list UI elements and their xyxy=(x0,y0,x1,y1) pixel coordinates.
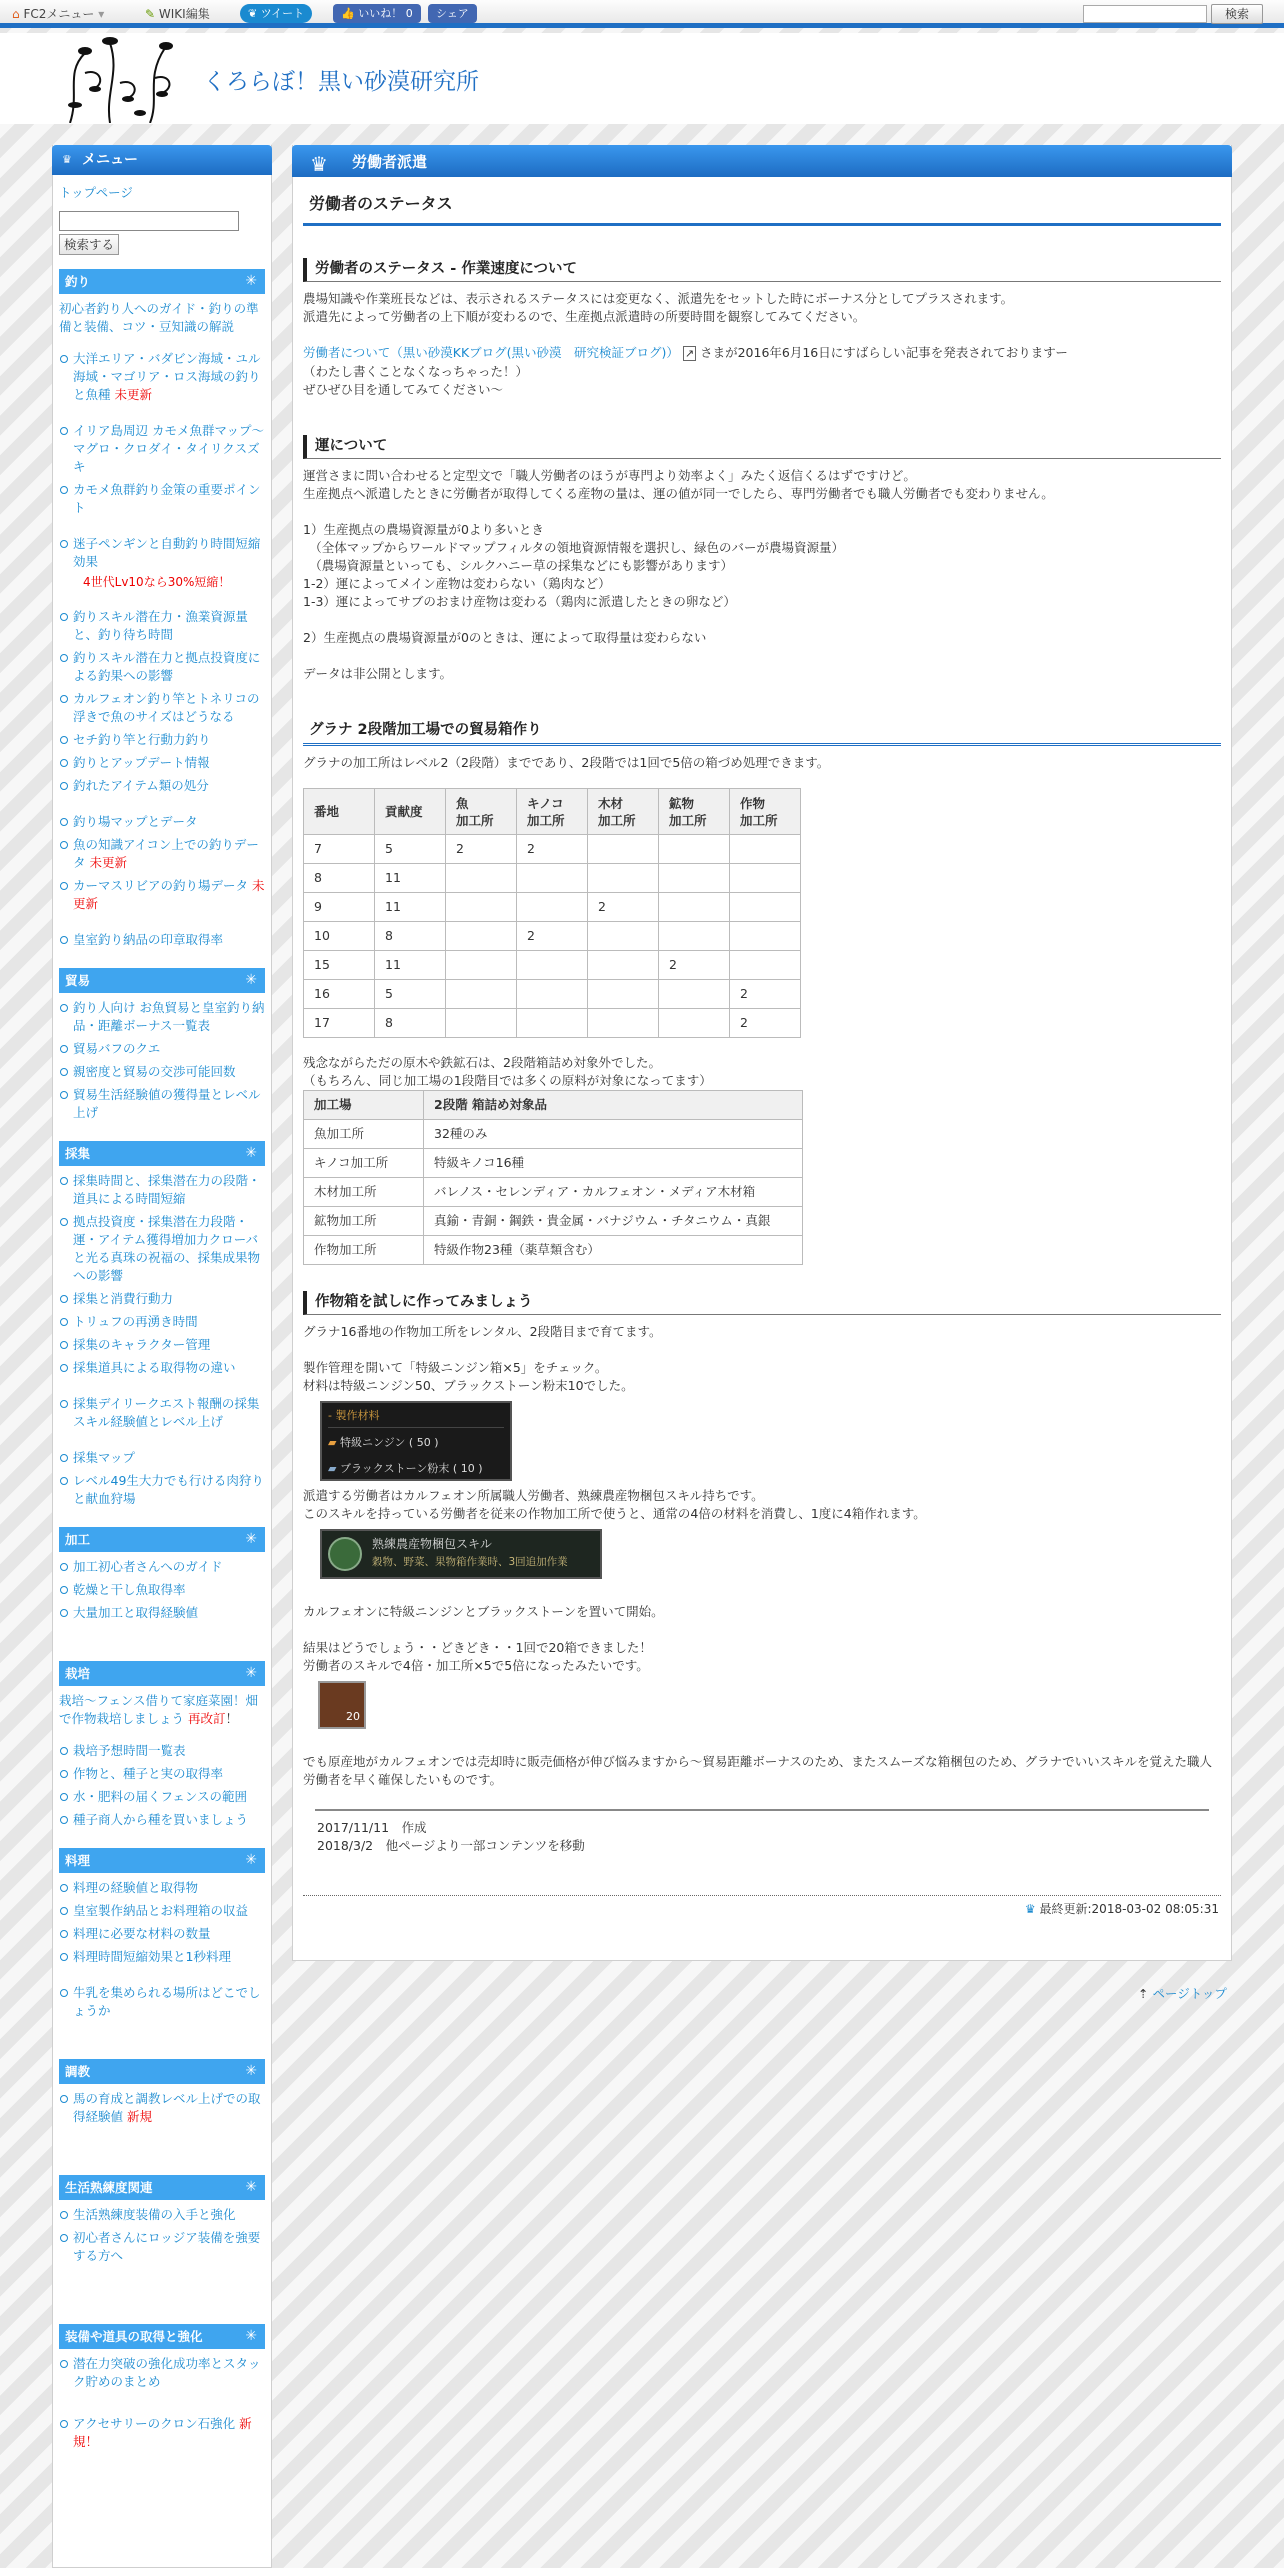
table-cell xyxy=(730,922,801,951)
table-row xyxy=(304,980,801,1009)
table-cell: 2 xyxy=(588,893,659,922)
wiki-edit-link[interactable]: ✎ WIKI編集 xyxy=(145,7,210,21)
paragraph: 派遣する労働者はカルフェオン所属職人労働者、熟練農産物梱包スキル持ちです。 xyxy=(303,1488,764,1503)
text-line: （全体マップからワールドマップフィルタの領地資源情報を選択し、緑色のバーが農場資源量） xyxy=(303,540,845,555)
text-line: 1）生産拠点の農場資源量が0より多いとき xyxy=(303,522,544,537)
table-cell xyxy=(659,893,730,922)
main-content: ♛ 労働者派遣 労働者のステータス 労働者のステータス - 作業速度について 農場知識や作業班長などは、表示されるステータスには変更なく、派遣先をセットした時にボーナス分としてプラスされます。 派遣先によって労働者の上下順が変わるので、生産拠点派遣時の所要時間を観察してみてください。 労働者について（黒い砂漠KKブログ(黒い砂漠 研究検証ブログ)） ↗ さまが2016年6月16日にすばらしい記事を発表されておりますー （わたし書くことなくなっちゃった！） ぜひぜひ目を通してみてください～ 運について 運営さまに問い合わせると定型文で「職人労働者のほうが専門より効率よく」みたく返信くるはずですけど。 生産拠点へ派遣したときに労働者が取得してくる産物の量は、運の値が同一でしたら、専門労働者でも職人労働者でも変わりません。 1）生産拠点の農場資源量が0より多いとき （全体マップからワールドマップフィルタの領地資源情報を選択し、緑色のバーが農場資源量） （農場資源量といっても、シルクハニー草の採集などにも影響があります） 1-2）運によってメイン産物は変わらない（鶏肉など） 1-3）運によってサブのおまけ産物は変わる（鶏肉に派遣したときの卵など） 2）生産拠点の農場資源量が0のときは、運によって取得量は変わらない データは非公開とします。 グラナ 2段階加工場での貿易箱作り グラナの加工所はレベル2（2段階）までであり、2段階では1回で5倍の箱づめ処理できます。 番地 貢献度 魚 加工所 キノコ 加工所 木材 加工所 鉱物 加工所 作物 加工所 7 5 2 2 8 11 9 11 2 10 8 2 15 11 2 16 5 2 17 8 2 残念ながらただの原木や鉄鉱石は、2段階箱詰め対象外でした。 （もちろん、同じ加工場の1段階目では多くの原料が対象になってます） 加工場 2段階 箱詰め対象品 魚加工所 32種のみ キノコ加工所 特級キノコ16種 木材加工所 バレノス・セレンディア・カルフェオン・メディア木材箱 鉱物加工所 真鍮・青銅・鋼鉄・貴金属・バナジウム・チタニウム・真銀 作物加工所 特級作物23種（薬草類含む） 作物箱を試しに作ってみましょう グラナ16番地の作物加工所をレンタル、2段階目まで育てます。 製作管理を開いて「特級ニンジン箱×5」をチェック。 材料は特級ニンジン50、ブラックストーン粉末10でした。 - 製作材料 ▰ 特級ニンジン ( 50 ) ▰ ブラックストーン粉末 ( 10 ) 派遣する労働者はカルフェオン所属職人労働者、熟練農産物梱包スキル持ちです。 このスキルを持っている労働者を従来の作物加工所で使うと、通常の4倍の材料を消費し、1度に4箱作れます。 熟練農産物梱包スキル 穀物、野菜、果物箱作業時、3回追加作業 カルフェオンに特級ニンジンとブラックストーンを置いて開始。 結果はどうでしょう・・どきどき・・1回で20箱できました！ 労働者のスキルで4倍・加工所×5で5倍になったみたいです。 20 でも原産地がカルフェオンでは売却時に販売価格が伸び悩みますから～貿易距離ボーナスのため、またスムーズな箱梱包のため、グラナでいいスキルを覚えた職人労働者を早く確保したいものです。 2017/11/11 作成 2018/3/2 他ページより一部コンテンツを移動 ♛ 最終更新:2018-03-02 08:05:31 xyxy=(292,145,1232,1961)
text-line: 生産拠点へ派遣したときに労働者が取得してくる産物の量は、運の値が同一でしたら、専門労働者でも職人労働者でも変わりません。 xyxy=(303,486,1054,501)
column-header: 魚 加工所 xyxy=(446,789,517,835)
table-cell: 9 xyxy=(304,893,375,922)
table-cell xyxy=(730,835,801,864)
list-item[interactable]: 釣りとアップデート情報 xyxy=(59,754,265,772)
table-cell xyxy=(588,864,659,893)
table-cell xyxy=(588,951,659,980)
text-line: 2）生産拠点の農場資源量が0のときは、運によって取得量は変わらない xyxy=(303,630,707,645)
table-cell: 8 xyxy=(304,864,375,893)
edit-icon: ✎ xyxy=(145,7,156,21)
paragraph: （もちろん、同じ加工場の1段階目では多くの原料が対象になってます） xyxy=(303,1073,712,1088)
table-cell: 2 xyxy=(730,1009,801,1038)
category-gathering: 採集 ✳ xyxy=(59,1141,265,1166)
table-cell: 2 xyxy=(730,980,801,1009)
table-cell xyxy=(588,1009,659,1038)
fc2-menu[interactable]: ⌂ FC2メニュー ▾ xyxy=(12,7,105,21)
table-row xyxy=(304,922,801,951)
section-heading: 運について xyxy=(303,435,1221,459)
processing-table xyxy=(303,788,801,1038)
list-item[interactable]: 貿易バフのクエ xyxy=(59,1040,265,1058)
fc2-house-icon: ⌂ xyxy=(12,7,20,21)
table-cell: 魚加工所 xyxy=(304,1120,424,1149)
table-cell xyxy=(730,864,801,893)
table-row xyxy=(304,1178,803,1207)
site-title[interactable]: くろらぼ！黒い砂漠研究所 xyxy=(203,69,479,95)
paragraph: 製作管理を開いて「特級ニンジン箱×5」をチェック。 xyxy=(303,1360,608,1375)
list-item[interactable]: カルフェオン釣り竿とトネリコの浮きで魚のサイズはどうなる xyxy=(59,690,265,726)
table-cell: 11 xyxy=(375,893,446,922)
paragraph: 農場知識や作業班長などは、表示されるステータスには変更なく、派遣先をセットした時にボーナス分としてプラスされます。 xyxy=(303,291,1014,306)
table-cell: 真鍮・青銅・鋼鉄・貴金属・バナジウム・チタニウム・真銀 xyxy=(424,1207,803,1236)
table-cell xyxy=(588,835,659,864)
list-item[interactable]: セチ釣り竿と行動力釣り xyxy=(59,731,265,749)
list-item[interactable]: 料理の経験値と取得物 xyxy=(59,1879,265,1897)
table-cell: 特級作物23種（薬草類含む） xyxy=(424,1236,803,1265)
table-cell xyxy=(446,951,517,980)
table-cell xyxy=(659,864,730,893)
fishing-links xyxy=(59,350,265,571)
table-cell xyxy=(659,835,730,864)
list-item[interactable]: 種子商人から種を買いましょう xyxy=(59,1811,265,1829)
column-header: 貢献度 xyxy=(375,789,446,835)
topbar-search-button[interactable]: 検索 xyxy=(1211,4,1263,24)
list-item[interactable]: 水・肥料の届くフェンスの範囲 xyxy=(59,1788,265,1806)
list-item[interactable]: 栽培予想時間一覧表 xyxy=(59,1742,265,1760)
list-item[interactable]: 生活熟練度装備の入手と強化 xyxy=(59,2206,265,2224)
text-line: データは非公開とします。 xyxy=(303,666,453,681)
paragraph: でも原産地がカルフェオンでは売却時に販売価格が伸び悩みますから～貿易距離ボーナスのため、またスムーズな箱梱包のため、グラナでいいスキルを覚えた職人労働者を早く確保したいものです。 xyxy=(303,1754,1213,1787)
list-item[interactable]: 採集道具による取得物の違い xyxy=(59,1359,265,1377)
column-header: 作物 加工所 xyxy=(730,789,801,835)
section-heading: グラナ 2段階加工場での貿易箱作り xyxy=(303,719,1221,746)
list-item[interactable]: 皇室釣り納品の印章取得率 xyxy=(59,931,265,949)
table-cell xyxy=(659,980,730,1009)
table-cell: 8 xyxy=(375,922,446,951)
thumbs-up-icon: 👍 xyxy=(341,7,355,20)
fishing-intro-link[interactable]: 初心者釣り人へのガイド・釣りの準備と装備、コツ・豆知識の解説 xyxy=(59,301,259,334)
table-cell: 32種のみ xyxy=(424,1120,803,1149)
crown-icon: ♛ xyxy=(310,152,328,176)
packing-skill-screenshot: 熟練農産物梱包スキル 穀物、野菜、果物箱作業時、3回追加作業 xyxy=(320,1529,602,1579)
table-cell: バレノス・セレンディア・カルフェオン・メディア木材箱 xyxy=(424,1178,803,1207)
text-line xyxy=(303,611,1221,629)
column-header: 2段階 箱詰め対象品 xyxy=(424,1091,803,1120)
box-target-table xyxy=(303,1090,803,1265)
table-row xyxy=(304,1149,803,1178)
paragraph: 労働者のスキルで4倍・加工所×5で5倍になったみたいです。 xyxy=(303,1658,649,1673)
table-cell: 11 xyxy=(375,951,446,980)
text-line: 1-3）運によってサブのおまけ産物は変わる（鶏肉に派遣したときの卵など） xyxy=(303,594,736,609)
table-cell xyxy=(517,1009,588,1038)
table-cell: 2 xyxy=(517,922,588,951)
list-item[interactable]: カモメ魚群釣り金策の重要ポイント xyxy=(59,481,265,517)
list-item[interactable]: 採集と消費行動力 xyxy=(59,1290,265,1308)
external-link-icon: ↗ xyxy=(684,347,695,360)
column-header: 加工場 xyxy=(304,1091,424,1120)
table-row xyxy=(304,835,801,864)
text-line: 1-2）運によってメイン産物は変わらない（鶏肉など） xyxy=(303,576,611,591)
crafting-materials-screenshot: - 製作材料 ▰ 特級ニンジン ( 50 ) ▰ ブラックストーン粉末 ( 10 ) xyxy=(320,1401,512,1481)
text-line xyxy=(303,503,1221,521)
column-header: 鉱物 加工所 xyxy=(659,789,730,835)
main-header: ♛ 労働者派遣 xyxy=(292,145,1232,177)
page-top-link[interactable]: ⇡ ページトップ xyxy=(1138,1986,1227,2001)
table-cell: 7 xyxy=(304,835,375,864)
fishing-note: 4世代Lv10なら30%短縮！ xyxy=(83,575,231,589)
table-cell: 木材加工所 xyxy=(304,1178,424,1207)
farming-intro-link[interactable]: 栽培～フェンス借りて家庭菜園！畑で作物栽培しましょう xyxy=(59,1693,259,1726)
paragraph: グラナの加工所はレベル2（2段階）までであり、2段階では1回で5倍の箱づめ処理できます。 xyxy=(303,755,830,770)
list-item[interactable]: 加工初心者さんへのガイド xyxy=(59,1558,265,1576)
table-cell: 2 xyxy=(446,835,517,864)
list-item[interactable]: 潜在力突破の強化成功率とスタック貯めのまとめ xyxy=(59,2355,265,2391)
column-header: 番地 xyxy=(304,789,375,835)
topbar-search-input[interactable] xyxy=(1083,5,1207,23)
category-fishing: 釣り ✳ xyxy=(59,269,265,294)
table-row xyxy=(304,1207,803,1236)
list-item[interactable]: 皇室製作納品とお料理箱の収益 xyxy=(59,1902,265,1920)
paragraph: 材料は特級ニンジン50、ブラックストーン粉末10でした。 xyxy=(303,1378,634,1393)
powder-icon: ▰ xyxy=(328,1462,337,1475)
list-item[interactable]: 作物と、種子と実の取得率 xyxy=(59,1765,265,1783)
category-cooking: 料理 ✳ xyxy=(59,1848,265,1873)
list-item[interactable]: 迷子ペンギンと自動釣り時間短縮効果 xyxy=(59,535,265,571)
paragraph: 結果はどうでしょう・・どきどき・・1回で20箱できました！ xyxy=(303,1640,652,1655)
table-cell: 8 xyxy=(375,1009,446,1038)
list-item[interactable]: トリュフの再湧き時間 xyxy=(59,1313,265,1331)
list-item[interactable]: 料理に必要な材料の数量 xyxy=(59,1925,265,1943)
category-trade: 貿易 ✳ xyxy=(59,968,265,993)
section-heading: 労働者のステータス - 作業速度について xyxy=(303,258,1221,282)
list-item[interactable]: 釣り人向け お魚貿易と皇室釣り納品・距離ボーナス一覧表 xyxy=(59,999,265,1035)
worker-blog-link[interactable]: 労働者について（黒い砂漠KKブログ(黒い砂漠 研究検証ブログ)） xyxy=(303,345,679,360)
list-item[interactable]: 大量加工と取得経験値 xyxy=(59,1604,265,1622)
table-cell xyxy=(659,922,730,951)
list-item[interactable]: レベル49生大力でも行ける肉狩りと献血狩場 xyxy=(59,1472,265,1508)
table-cell xyxy=(517,893,588,922)
list-item[interactable]: 採集マップ xyxy=(59,1449,265,1467)
list-item[interactable]: 親密度と貿易の交渉可能回数 xyxy=(59,1063,265,1081)
sidebar-search-input[interactable] xyxy=(59,211,239,231)
table-cell xyxy=(659,1009,730,1038)
column-header: キノコ 加工所 xyxy=(517,789,588,835)
list-item[interactable]: 大洋エリア・バダビン海域・ユル海域・マゴリア・ロス海域の釣りと魚種 未更新 xyxy=(59,350,265,404)
list-item[interactable]: カーマスリビアの釣り場データ 未更新 xyxy=(59,877,265,913)
category-processing: 加工 ✳ xyxy=(59,1527,265,1552)
list-item[interactable]: 採集のキャラクター管理 xyxy=(59,1336,265,1354)
table-cell: 15 xyxy=(304,951,375,980)
table-cell: 鉱物加工所 xyxy=(304,1207,424,1236)
table-cell xyxy=(446,1009,517,1038)
category-training: 調教 ✳ xyxy=(59,2059,265,2084)
table-cell: 17 xyxy=(304,1009,375,1038)
sidebar-header: ♛ メニュー xyxy=(52,145,272,175)
share-button[interactable]: シェア xyxy=(428,4,477,23)
text-line: 運営さまに問い合わせると定型文で「職人労働者のほうが専門より効率よく」みたく返信くるはずですけど。 xyxy=(303,468,916,483)
table-cell xyxy=(588,922,659,951)
table-row xyxy=(304,1236,803,1265)
list-item[interactable]: 釣り場マップとデータ xyxy=(59,813,265,831)
table-cell: 2 xyxy=(517,835,588,864)
list-item[interactable]: 貿易生活経験値の獲得量とレベル上げ xyxy=(59,1086,265,1122)
table-cell xyxy=(446,864,517,893)
site-header xyxy=(0,33,1284,124)
paragraph: 派遣先によって労働者の上下順が変わるので、生産拠点派遣時の所要時間を観察してみてください。 xyxy=(303,309,866,324)
table-cell xyxy=(517,980,588,1009)
paragraph: カルフェオンに特級ニンジンとブラックストーンを置いて開始。 xyxy=(303,1604,664,1619)
item-count: 20 xyxy=(346,1710,360,1723)
last-updated: ♛ 最終更新:2018-03-02 08:05:31 xyxy=(1024,1902,1219,1916)
up-arrow-icon: ⇡ xyxy=(1138,1986,1149,2001)
list-item[interactable]: 採集時間と、採集潜在力の段階・道具による時間短縮 xyxy=(59,1172,265,1208)
table-row xyxy=(304,1120,803,1149)
list-item[interactable]: 乾燥と干し魚取得率 xyxy=(59,1581,265,1599)
list-item[interactable]: 馬の育成と調教レベル上げでの取得経験値 新規 xyxy=(59,2090,265,2126)
sidebar-top-link[interactable]: トップページ xyxy=(59,185,133,200)
text-line xyxy=(303,647,1221,665)
table-cell xyxy=(730,951,801,980)
list-item[interactable]: 採集デイリークエスト報酬の採集スキル経験値とレベル上げ xyxy=(59,1395,265,1431)
table-cell: 5 xyxy=(375,835,446,864)
text-line: （農場資源量といっても、シルクハニー草の採集などにも影響があります） xyxy=(303,558,733,573)
crown-icon: ♛ xyxy=(62,153,72,166)
paragraph: このスキルを持っている労働者を従来の作物加工所で使うと、通常の4倍の材料を消費し、1度に4箱作れます。 xyxy=(303,1506,926,1521)
sidebar-search-button[interactable]: 検索する xyxy=(59,234,119,255)
table-cell xyxy=(446,980,517,1009)
history: 2017/11/11 作成 2018/3/2 他ページより一部コンテンツを移動 xyxy=(315,1809,1209,1855)
table-row xyxy=(304,951,801,980)
twitter-bird-icon: ❦ xyxy=(248,7,258,20)
list-item[interactable]: 魚の知識アイコン上での釣りデータ 未更新 xyxy=(59,836,265,872)
table-cell: 作物加工所 xyxy=(304,1236,424,1265)
category-equipment: 装備や道具の取得と強化 ✳ xyxy=(59,2324,265,2349)
table-cell: 10 xyxy=(304,922,375,951)
carrot-box-item-icon xyxy=(318,1681,366,1729)
table-cell xyxy=(730,893,801,922)
list-item[interactable]: イリア島周辺 カモメ魚群マップ～マグロ・クロダイ・タイリクスズキ xyxy=(59,422,265,476)
sidebar: ♛ メニュー トップページ 検索する 釣り ✳ 初心者釣り人へのガイド・釣りの準備と装備、コツ・豆知識の解説 大洋エリア・バダビン海域・ユル海域・マゴリア・ロス海域の釣りと魚種 未更新 イリア島周辺 カモメ魚群マップ～マグロ・クロダイ・タイリクスズキ カモメ魚群釣り金策の重要ポイント 迷子ペンギンと自動釣り時間短縮効果 4世代Lv10なら30%短縮！ 釣りスキル潜在力・漁業資源量と、釣り待ち時間 釣りスキル潜在力と拠点投資度による釣果への影響 カルフェオン釣り竿とトネリコの浮きで魚のサイズはどうなる セチ釣り竿と行動力釣り 釣りとアップデート情報 釣れたアイテム類の処分 釣り場マップとデータ 魚の知識アイコン上での釣りデータ 未更新 カーマスリビアの釣り場データ 未更新 皇室釣り納品の印章取得率 貿易 ✳ 釣り人向け お魚貿易と皇室釣り納品・距離ボーナス一覧表 貿易バフのクエ 親密度と貿易の交渉可能回数 貿易生活経験値の獲得量とレベル上げ 採集 ✳ 採集時間と、採集潜在力の段階・道具による時間短縮 拠点投資度・採集潜在力段階・運・アイテム獲得増加力クローバと光る真珠の祝福の、採集成果物への影響 採集と消費行動力 トリュフの再湧き時間 採集のキャラクター管理 採集道具による取得物の違い 採集デイリークエスト報酬の採集スキル経験値とレベル上げ 採集マップ レベル49生大力でも行ける肉狩りと献血狩場 加工 ✳ 加工初心者さんへのガイド 乾燥と干し魚取得率 大量加工と取得経験値 栽培 ✳ 栽培～フェンス借りて家庭菜園！畑で作物栽培しましょう 再改訂！ 栽培予想時間一覧表 作物と、種子と実の取得率 水・肥料の届くフェンスの範囲 種子商人から種を買いましょう 料理 ✳ 料理の経験値と取得物 皇室製作納品とお料理箱の収益 料理に必要な材料の数量 料理時間短縮効果と1秒料理 牛乳を集められる場所はどこでしょうか 調教 ✳ 馬の育成と調教レベル上げでの取得経験値 新規 生活熟練度関連 ✳ 生活熟練度装備の入手と強化 初心者さんにロッジア装備を強要する方へ 装備や道具の取得と強化 ✳ 潜在力突破の強化成功率とスタック貯めのまとめ アクセサリーのクロン石強化 新規！ xyxy=(52,145,272,2568)
floral-logo-icon xyxy=(50,33,190,123)
fc2-topbar xyxy=(0,0,1284,28)
list-item[interactable]: 牛乳を集められる場所はどこでしょうか xyxy=(59,1984,265,2020)
paragraph: ぜひぜひ目を通してみてください～ xyxy=(303,382,504,397)
section-heading: 作物箱を試しに作ってみましょう xyxy=(303,1291,1221,1315)
table-row xyxy=(304,864,801,893)
table-cell xyxy=(446,893,517,922)
table-cell: 11 xyxy=(375,864,446,893)
table-cell: 5 xyxy=(375,980,446,1009)
paragraph: （わたし書くことなくなっちゃった！） xyxy=(303,364,529,379)
list-item[interactable]: 釣りスキル潜在力と拠点投資度による釣果への影響 xyxy=(59,649,265,685)
chevron-down-icon: ▾ xyxy=(98,7,105,21)
luck-text xyxy=(303,467,1221,683)
column-header: 木材 加工所 xyxy=(588,789,659,835)
paragraph: グラナ16番地の作物加工所をレンタル、2段階目まで育てます。 xyxy=(303,1324,662,1339)
crown-icon: ♛ xyxy=(1024,1902,1036,1916)
table-cell: 16 xyxy=(304,980,375,1009)
category-proficiency: 生活熟練度関連 ✳ xyxy=(59,2175,265,2200)
table-cell xyxy=(446,922,517,951)
category-farming: 栽培 ✳ xyxy=(59,1661,265,1686)
table-cell xyxy=(517,951,588,980)
carrot-icon: ▰ xyxy=(328,1436,337,1449)
list-item[interactable]: 初心者さんにロッジア装備を強要する方へ xyxy=(59,2229,265,2265)
list-item[interactable]: 釣れたアイテム類の処分 xyxy=(59,777,265,795)
list-item[interactable]: 拠点投資度・採集潜在力段階・運・アイテム獲得増加力クローバと光る真珠の祝福の、採集成果物への影響 xyxy=(59,1213,265,1285)
table-cell: 特級キノコ16種 xyxy=(424,1149,803,1178)
list-item[interactable]: 釣りスキル潜在力・漁業資源量と、釣り待ち時間 xyxy=(59,608,265,644)
like-button[interactable]: 👍 いいね！ 0 xyxy=(333,4,421,23)
table-row xyxy=(304,893,801,922)
skill-icon xyxy=(328,1537,362,1571)
paragraph: 残念ながらただの原木や鉄鉱石は、2段階箱詰め対象外でした。 xyxy=(303,1055,661,1070)
tweet-button[interactable]: ❦ ツイート xyxy=(240,4,312,23)
table-cell: キノコ加工所 xyxy=(304,1149,424,1178)
table-cell xyxy=(517,864,588,893)
table-row xyxy=(304,1009,801,1038)
table-cell: 2 xyxy=(659,951,730,980)
table-cell xyxy=(588,980,659,1009)
list-item[interactable]: アクセサリーのクロン石強化 新規！ xyxy=(59,2415,265,2451)
page-title: 労働者のステータス xyxy=(303,191,1221,226)
list-item[interactable]: 料理時間短縮効果と1秒料理 xyxy=(59,1948,265,1966)
